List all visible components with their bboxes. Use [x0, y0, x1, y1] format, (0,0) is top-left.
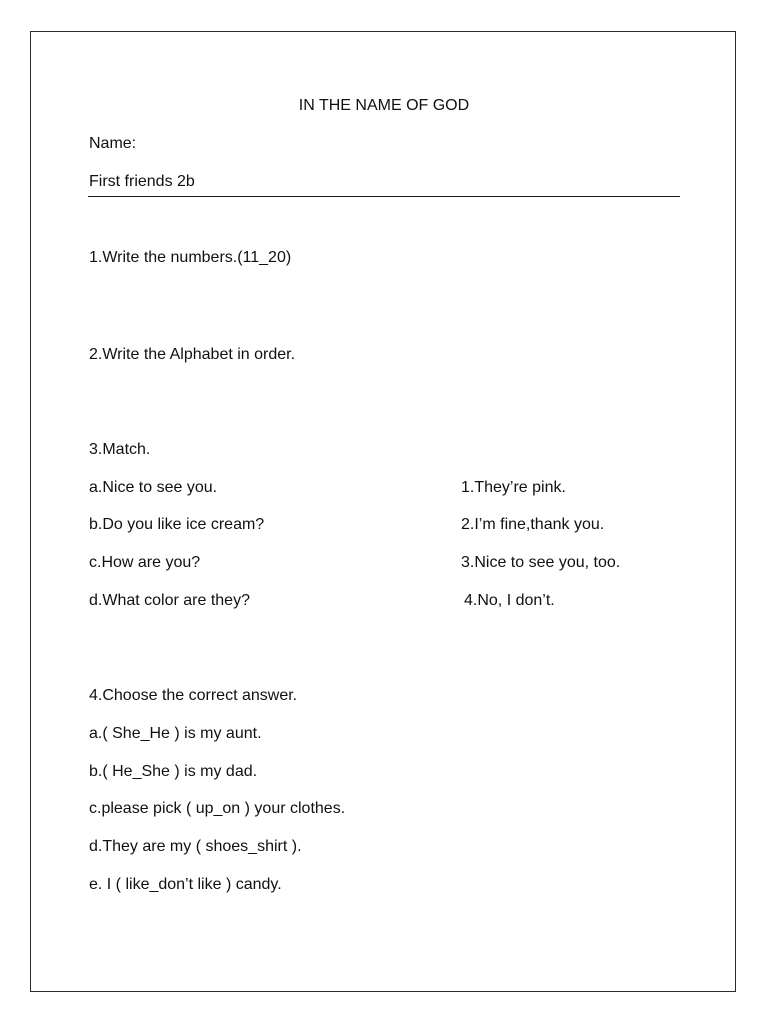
name-label: Name: — [89, 135, 137, 152]
page-title: IN THE NAME OF GOD — [298, 97, 470, 114]
match-right-item: 4.No, I don’t. — [464, 592, 555, 609]
match-left-item: c.How are you? — [89, 554, 201, 571]
match-right-item: 3.Nice to see you, too. — [461, 554, 621, 571]
choice-item: c.please pick ( up_on ) your clothes. — [89, 800, 346, 817]
question-3-title: 3.Match. — [89, 441, 151, 458]
choice-item: a.( She_He ) is my aunt. — [89, 725, 262, 742]
match-left-item: a.Nice to see you. — [89, 479, 218, 496]
book-title: First friends 2b — [89, 173, 195, 190]
choice-item: d.They are my ( shoes_shirt ). — [89, 838, 302, 855]
match-left-item: b.Do you like ice cream? — [89, 516, 265, 533]
match-right-item: 2.I’m fine,thank you. — [461, 516, 605, 533]
header-divider — [88, 196, 680, 197]
choice-item: e. I ( like_don’t like ) candy. — [89, 876, 282, 893]
match-right-item: 1.They’re pink. — [461, 479, 566, 496]
question-4-title: 4.Choose the correct answer. — [89, 687, 298, 704]
question-2: 2.Write the Alphabet in order. — [89, 346, 296, 363]
question-1: 1.Write the numbers.(11_20) — [89, 249, 292, 266]
choice-item: b.( He_She ) is my dad. — [89, 763, 258, 780]
match-left-item: d.What color are they? — [89, 592, 250, 609]
